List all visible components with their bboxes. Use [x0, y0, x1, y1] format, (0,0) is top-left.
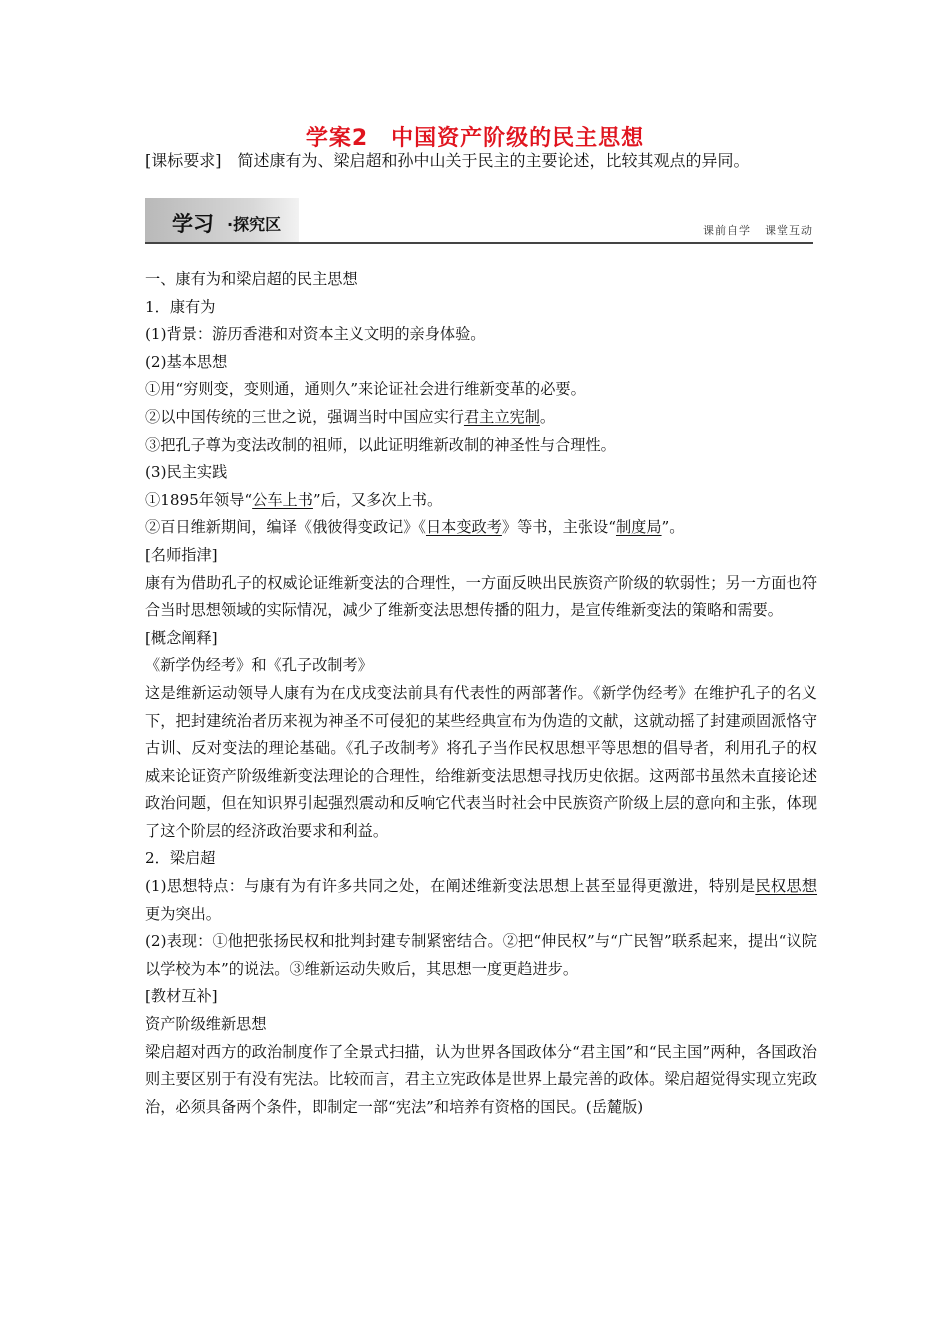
main-content [145, 266, 817, 1121]
kang-title: 1．康有为 [145, 297, 216, 316]
supplement-label: [教材互补] [145, 987, 218, 1006]
tag-self-study: 课前自学 [703, 224, 751, 237]
kang-basic-2-post: 。 [539, 407, 556, 426]
section-tab [145, 198, 299, 242]
kang-basic-2-pre: ②以中国传统的三世之说，强调当时中国应实行 [145, 407, 464, 426]
key-term-gongche-shangshu: 公车上书 [252, 490, 313, 509]
kang-practice-title: (3)民主实践 [145, 463, 228, 482]
teacher-tip-text: 康有为借助孔子的权威论证维新变法的合理性，一方面反映出民族资产阶级的软弱性；另一方面也符合当时思想领域的实际情况，减少了维新变法思想传播的阻力，是宣传维新变法的策略和需要。 [145, 573, 817, 620]
kang-practice-1 [145, 487, 817, 515]
kang-basic-title: (2)基本思想 [145, 352, 228, 371]
section-header [145, 198, 813, 244]
section-title-sub: ·探究区 [227, 215, 282, 234]
concept-label: [概念阐释] [145, 628, 218, 647]
supplement-title: 资产阶级维新思想 [145, 1015, 267, 1034]
key-term-zhidu-ju: 制度局 [615, 518, 662, 537]
teacher-tip-label: [名师指津] [145, 545, 218, 564]
liang-feature [145, 873, 817, 928]
heading-part-1: 一、康有为和梁启超的民主思想 [145, 270, 358, 288]
page-title: 学案2 中国资产阶级的民主思想 [305, 126, 645, 151]
course-requirement [145, 150, 825, 172]
key-term-constitutional-monarchy: 君主立宪制 [463, 407, 540, 426]
kang-practice-2 [145, 514, 817, 542]
kang-basic-2 [145, 404, 817, 432]
kang-practice-1-pre: ①1895年领导“ [145, 490, 253, 509]
concept-title: 《新学伪经考》和《孔子改制考》 [145, 656, 373, 675]
liang-feature-pre: (1)思想特点：与康有为有许多共同之处，在阐述维新变法思想上甚至显得更激进，特别是 [145, 877, 756, 896]
liang-title: 2．梁启超 [145, 849, 216, 868]
requirement-text: 简述康有为、梁启超和孙中山关于民主的主要论述，比较其观点的异同。 [237, 151, 750, 170]
kang-practice-2-pre: ②百日维新期间，编译《俄彼得变政记》《 [145, 518, 426, 537]
key-term-riben-bianzheng-kao: 日本变政考 [425, 518, 502, 537]
section-title-main: 学习 [172, 212, 214, 236]
liang-expression: (2)表现：①他把张扬民权和批判封建专制紧密结合。②把“伸民权”与“广民智”联系起来，提出“议院以学校为本”的说法。③维新运动失败后，其思想一度更趋进步。 [145, 932, 817, 978]
supplement-text: 梁启超对西方的政治制度作了全景式扫描，认为世界各国政体分“君主国”和“民主国”两种，各国政治则主要区别于有没有宪法。比较而言，君主立宪政体是世界上最完善的政体。梁启超觉得实现立宪政治，必须具备两个条件，即制定一部“宪法”和培养有资格的国民。(岳麓版) [145, 1042, 817, 1116]
kang-basic-1: ①用“穷则变，变则通，通则久”来论证社会进行维新变革的必要。 [145, 380, 586, 399]
kang-background: (1)背景：游历香港和对资本主义文明的亲身体验。 [145, 325, 486, 344]
tag-class-interaction: 课堂互动 [765, 224, 813, 237]
concept-text: 这是维新运动领导人康有为在戊戌变法前具有代表性的两部著作。《新学伪经考》在维护孔子的名义下，把封建统治者历来视为神圣不可侵犯的某些经典宣布为伪造的文献，这就动摇了封建顽固派恪守古训、反对变法的理论基础。《孔子改制考》将孔子当作民权思想平等思想的倡导者，利用孔子的权威来论证资产阶级维新变法理论的合理性，给维新变法思想寻找历史依据。这两部书虽然未直接论述政治问题，但在知识界引起强烈震动和反响它代表当时社会中民族资产阶级上层的意向和主张，体现了这个阶层的经济政治要求和利益。 [145, 683, 817, 840]
kang-basic-3: ③把孔子尊为变法改制的祖师，以此证明维新改制的神圣性与合理性。 [145, 435, 616, 454]
section-tags [703, 222, 813, 238]
requirement-label: [课标要求] [145, 151, 222, 170]
kang-practice-1-post: ”后，又多次上书。 [312, 490, 443, 509]
kang-practice-2-mid: 》等书，主张设“ [501, 518, 616, 537]
liang-feature-post: 更为突出。 [145, 904, 221, 923]
key-term-minquan-sixiang: 民权思想 [755, 877, 818, 896]
kang-practice-2-post: ”。 [661, 518, 685, 537]
